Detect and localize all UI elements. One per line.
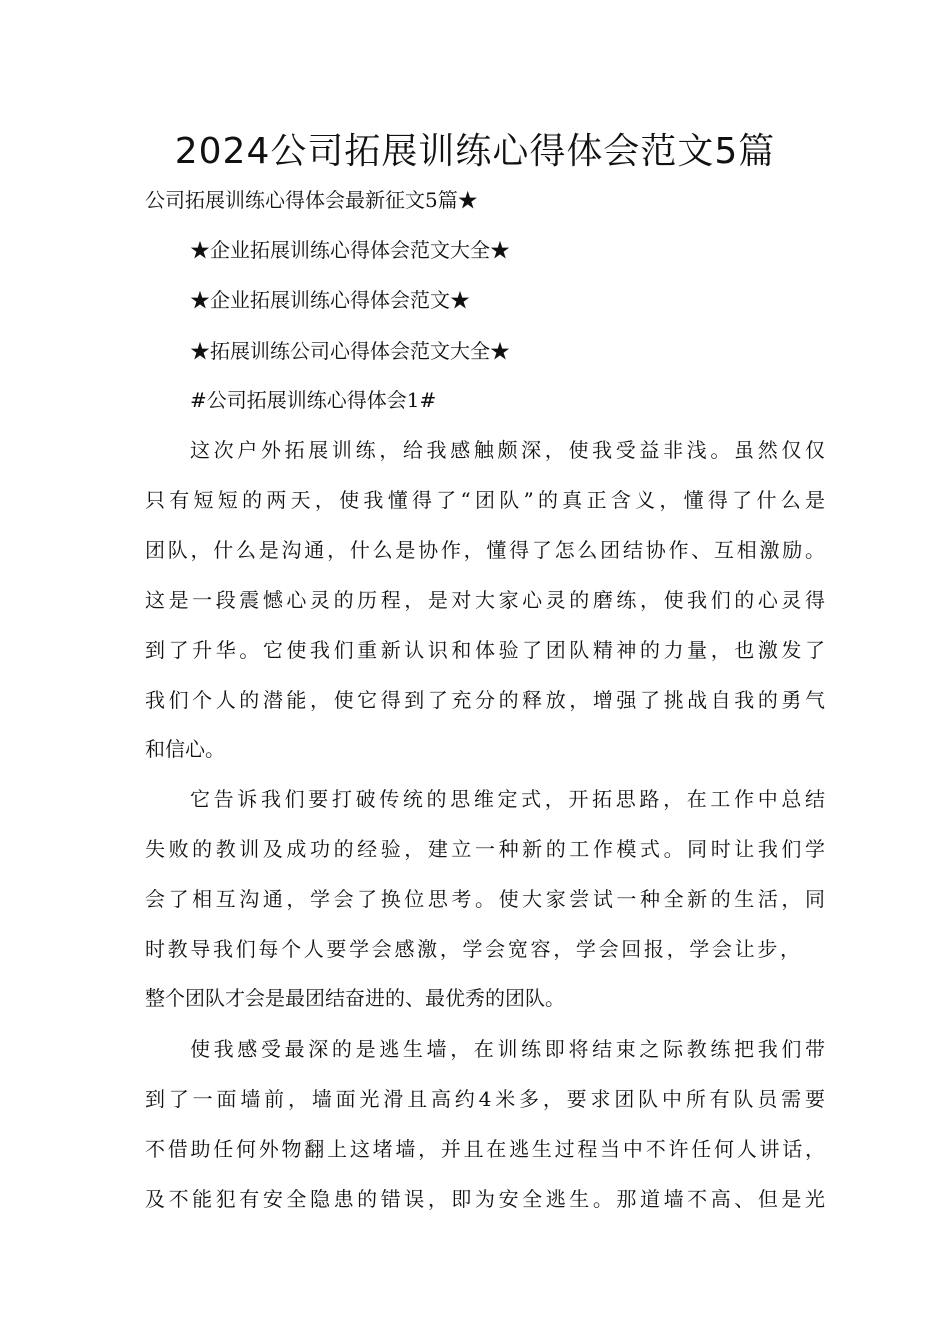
paragraph-line: 到了升华。它使我们重新认识和体验了团队精神的力量，也激发了	[145, 638, 825, 662]
document-subtitle: 公司拓展训练心得体会最新征文5篇★	[145, 188, 478, 212]
related-article-link[interactable]: ★拓展训练公司心得体会范文大全★	[190, 339, 510, 363]
paragraph-line: 这是一段震憾心灵的历程，是对大家心灵的磨练，使我们的心灵得	[145, 588, 825, 612]
paragraph-line: 只有短短的两天，使我懂得了“团队”的真正含义，懂得了什么是	[145, 488, 825, 512]
paragraph-line: 和信心。	[145, 737, 225, 761]
paragraph-line: 失败的教训及成功的经验，建立一种新的工作模式。同时让我们学	[145, 837, 825, 861]
paragraph-line: 到了一面墙前，墙面光滑且高约4米多，要求团队中所有队员需要	[145, 1087, 825, 1111]
paragraph-line: 它告诉我们要打破传统的思维定式，开拓思路，在工作中总结	[190, 787, 825, 811]
paragraph-line: 使我感受最深的是逃生墙，在训练即将结束之际教练把我们带	[190, 1037, 825, 1061]
paragraph-line: 时教导我们每个人要学会感激，学会宽容，学会回报，学会让步，	[145, 937, 800, 961]
related-article-link[interactable]: ★企业拓展训练心得体会范文★	[190, 288, 470, 312]
paragraph-line: 我们个人的潜能，使它得到了充分的释放，增强了挑战自我的勇气	[145, 688, 825, 712]
paragraph-line: 团队，什么是沟通，什么是协作，懂得了怎么团结协作、互相激励。	[145, 538, 825, 562]
paragraph-line: 及不能犯有安全隐患的错误，即为安全逃生。那道墙不高、但是光	[145, 1187, 825, 1211]
paragraph-line: 这次户外拓展训练，给我感触颇深，使我受益非浅。虽然仅仅	[190, 438, 825, 462]
paragraph-line: 整个团队才会是最团结奋进的、最优秀的团队。	[145, 986, 565, 1010]
paragraph-line: 不借助任何外物翻上这堵墙，并且在逃生过程当中不许任何人讲话，	[145, 1137, 825, 1161]
paragraph-line: 会了相互沟通，学会了换位思考。使大家尝试一种全新的生活，同	[145, 887, 825, 911]
related-article-link[interactable]: ★企业拓展训练心得体会范文大全★	[190, 238, 510, 262]
document-title: 2024公司拓展训练心得体会范文5篇	[174, 131, 776, 172]
section-heading: #公司拓展训练心得体会1#	[190, 388, 437, 412]
